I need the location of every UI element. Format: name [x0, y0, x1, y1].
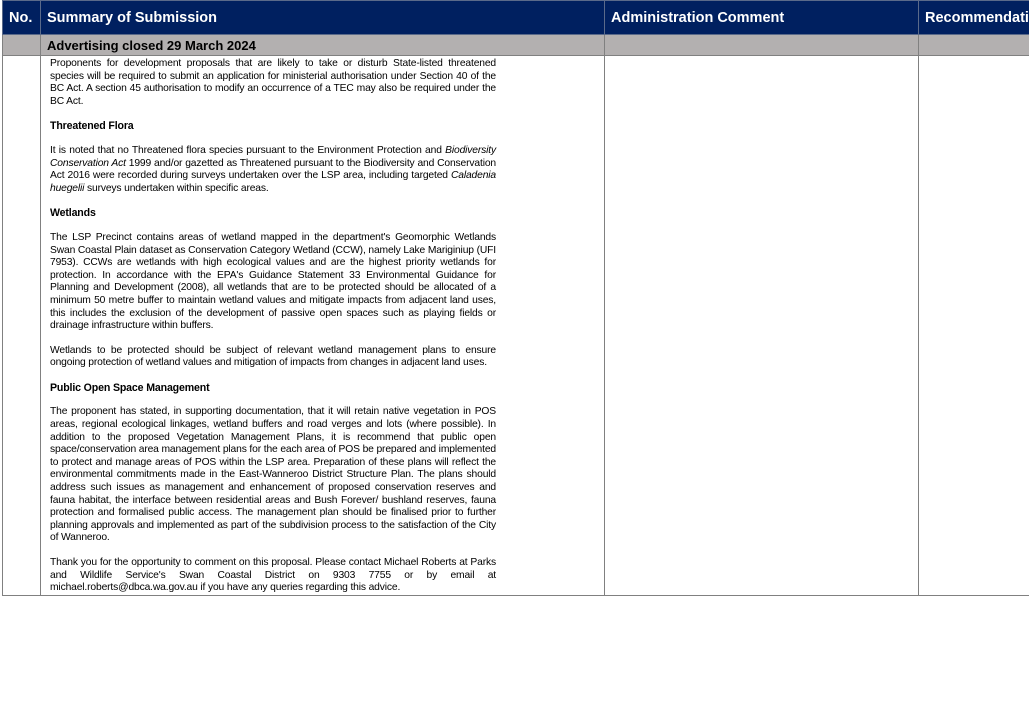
col-header-no: No. — [3, 1, 41, 35]
section-no-cell — [3, 35, 41, 56]
paragraph-threatened-flora: It is noted that no Threatened flora species pursuant to the Environment Protection and Biodiversity Conservation Act 1999 and/or gazetted as Threatened pursuant to the Biodiversity and Conservation Act 2016 were recorded during surveys undertaken over the LSP area, including targeted Caladenia huegelii surveys undertaken within specific areas. — [50, 144, 496, 194]
row-summary-cell — [41, 56, 605, 596]
header-row — [3, 1, 1029, 35]
section-rec-cell — [919, 35, 1029, 56]
col-header-summary: Summary of Submission — [41, 1, 605, 35]
col-header-admin-comment: Administration Comment — [605, 1, 919, 35]
paragraph-wetlands: The LSP Precinct contains areas of wetland mapped in the department's Geomorphic Wetlands Swan Coastal Plain dataset as Conservation Category Wetland (CCW), namely Lake Mariginiup (UFI 7953). CCWs are wetlands with high ecological values and are the highest priority wetlands for protection. In accordance with the EPA's Guidance Statement 33 Environmental Guidance for Planning and Development (2008), all wetlands that are to be protected should be allocated of a minimum 50 metre buffer to maintain wetland values and mitigate impacts from adjacent land uses, this includes the exclusion of the development of passive open spaces such as playing fields or drainage infrastructure within buffers. — [50, 231, 496, 332]
summary-text — [41, 56, 604, 595]
section-admin-cell — [605, 35, 919, 56]
col-header-recommendation: Recommendati — [919, 1, 1029, 35]
paragraph-wetland-management: Wetlands to be protected should be subject of relevant wetland management plans to ensure ongoing protection of wetland values and mitigation of impacts from changes in adjacent land uses. — [50, 344, 496, 369]
paragraph-ministerial-authorisation: Proponents for development proposals that are likely to take or disturb State-listed threatened species will be required to submit an application for ministerial authorisation under Section 40 of the BC Act. A section 45 authorisation to modify an occurrence of a TEC may also be required under the BC Act. — [50, 58, 496, 107]
paragraph-contact: Thank you for the opportunity to comment on this proposal. Please contact Michael Roberts at Parks and Wildlife Service's Swan Coastal District on 9303 7755 or by email at michael.roberts@dbca.wa.gov.au if you have any queries regarding this advice. — [50, 557, 496, 594]
paragraph-pos-management: The proponent has stated, in supporting documentation, that it will retain native vegetation in POS areas, regional ecological linkages, wetland buffers and road verges and lots (where possible). In addition to the proposed Vegetation Management Plans, it is recommend that public open space/conservation area management plans for the each area of POS be prepared and implemented to protect and manage areas of POS within the LSP area. Preparation of these plans will reflect the environmental commitments made in the East-Wanneroo District Structure Plan. The plans should address such issues as management and enhancement of proposed conservation reserves and fauna habitat, the interface between residential areas and Bush Forever/ bushland reserves, fauna protection and formalised public access. The management plan should be finalised prior to further planning approvals and implemented as part of the subdivision process to the satisfaction of the City of Wanneroo. — [50, 406, 496, 544]
row-recommendation-cell — [919, 56, 1029, 596]
submissions-table — [2, 0, 1029, 596]
heading-pos-management: Public Open Space Management — [50, 381, 210, 394]
section-row — [3, 35, 1029, 56]
section-title: Advertising closed 29 March 2024 — [41, 35, 605, 56]
row-admin-comment-cell — [605, 56, 919, 596]
heading-wetlands: Wetlands — [50, 207, 96, 220]
table-row — [3, 56, 1029, 596]
heading-threatened-flora: Threatened Flora — [50, 120, 134, 133]
row-no-cell — [3, 56, 41, 596]
